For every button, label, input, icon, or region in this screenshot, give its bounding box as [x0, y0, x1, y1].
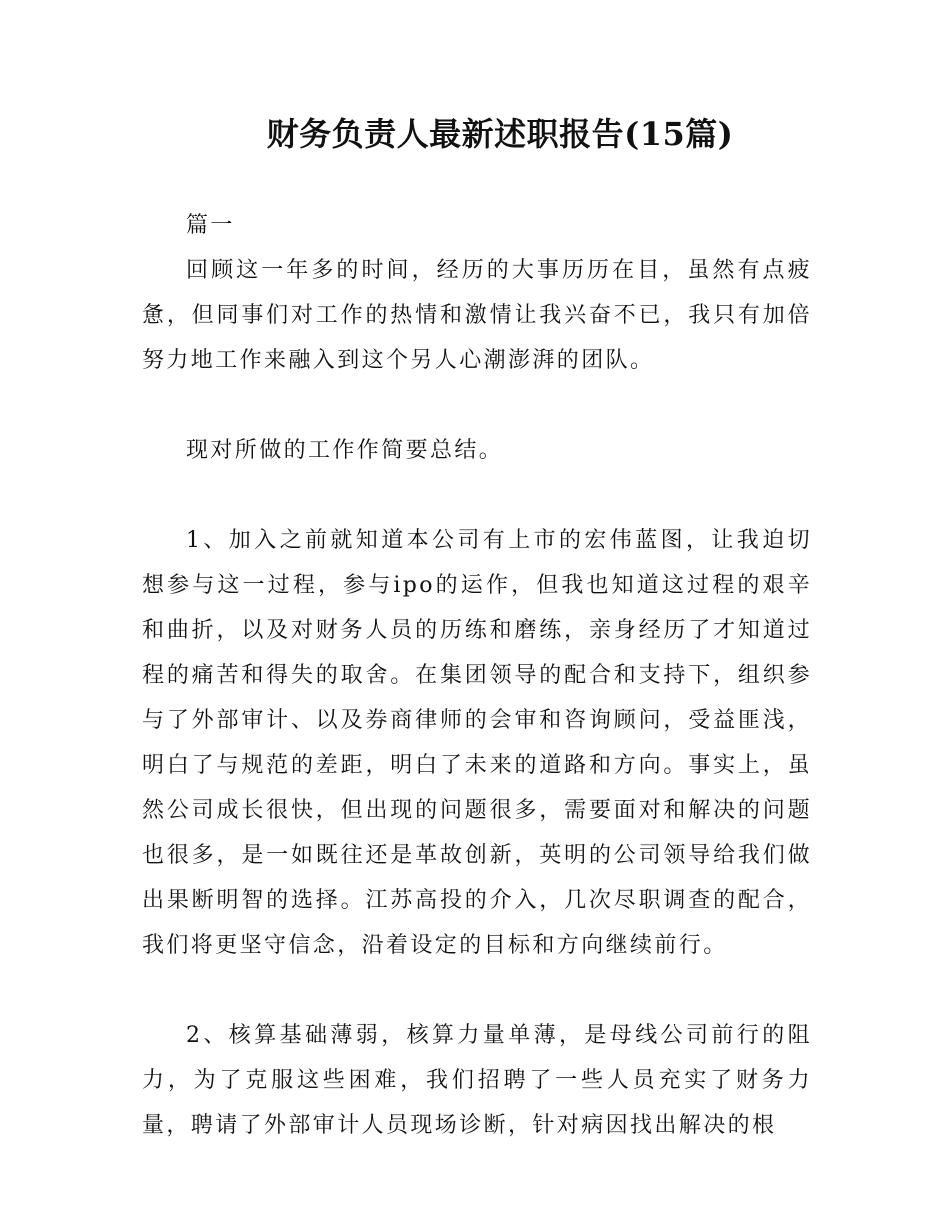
paragraph-spacer — [142, 968, 812, 1013]
paragraph-spacer — [142, 383, 812, 428]
paragraph-item-1: 1、加入之前就知道本公司有上市的宏伟蓝图，让我迫切想参与这一过程，参与ipo的运作，但我也知道这过程的艰辛和曲折，以及对财务人员的历练和磨练，亲身经历了才知道过程的痛苦和得失的取舍。在集团领导的配合和支持下，组织参与了外部审计、以及券商律师的会审和咨询顾问，受益匪浅，明白了与规范的差距，明白了未来的道路和方向。事实上，虽然公司成长很快，但出现的问题很多，需要面对和解决的问题也很多，是一如既往还是革故创新，英明的公司领导给我们做出果断明智的选择。江苏高投的介入，几次尽职调查的配合，我们将更坚守信念，沿着设定的目标和方向继续前行。 — [142, 528, 812, 958]
document-title: 财务负责人最新述职报告(15篇) — [266, 115, 734, 153]
paragraph-intro: 回顾这一年多的时间，经历的大事历历在目，虽然有点疲惫，但同事们对工作的热情和激情让我兴奋不已，我只有加倍努力地工作来融入到这个另人心潮澎湃的团队。 — [142, 258, 812, 373]
paragraph-spacer — [142, 473, 812, 518]
section-heading: 篇一 — [186, 213, 235, 238]
paragraph-summary: 现对所做的工作作简要总结。 — [186, 438, 504, 463]
paragraph-item-2: 2、核算基础薄弱，核算力量单薄，是母线公司前行的阻力，为了克服这些困难，我们招聘了一些人员充实了财务力量，聘请了外部审计人员现场诊断，针对病因找出解决的根 — [142, 1023, 812, 1138]
document-body — [142, 203, 812, 1148]
